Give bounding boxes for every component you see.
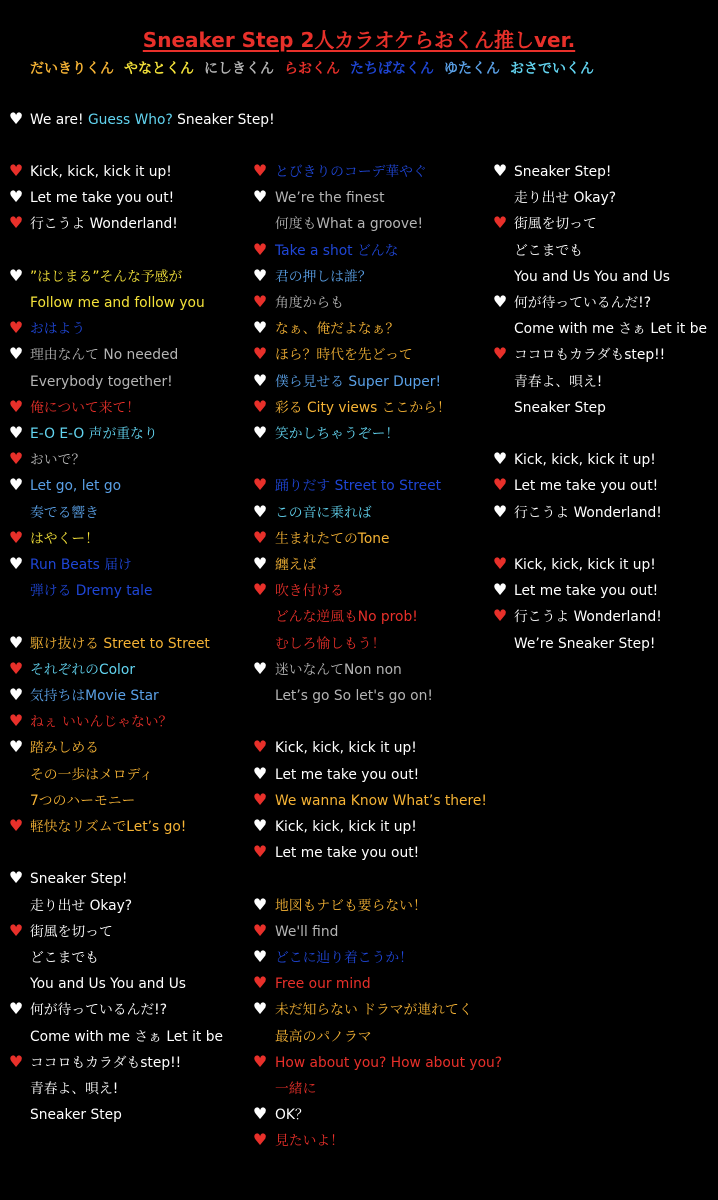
lyric-line bbox=[275, 1077, 316, 1101]
red-heart-icon: ♥ bbox=[8, 528, 24, 547]
lyric-line bbox=[514, 474, 658, 498]
lyric-line bbox=[275, 317, 399, 341]
white-heart-icon: ♥ bbox=[252, 187, 268, 206]
lyric-text: Let me take you out! bbox=[275, 767, 420, 783]
lyric-text: Kick, kick, kick it up! bbox=[514, 452, 656, 468]
lyric-line bbox=[275, 684, 433, 708]
lyric-line bbox=[30, 789, 135, 813]
lyric-line bbox=[275, 422, 399, 446]
lyric-text: 未だ知らない ドラマが連れてく bbox=[275, 1002, 473, 1018]
lyric-line bbox=[275, 1025, 372, 1049]
white-heart-icon: ♥ bbox=[252, 816, 268, 835]
lyric-text: 何が待っているんだ!? bbox=[30, 1002, 168, 1018]
lyric-text: 青春よ、唄え! bbox=[514, 374, 603, 390]
lyric-text: どこに辿り着こうか！ bbox=[275, 950, 413, 966]
lyric-text: We are! bbox=[30, 112, 88, 128]
lyric-text: We’re the finest bbox=[275, 190, 385, 206]
lyric-line bbox=[275, 1051, 502, 1075]
lyric-text: おいで？ bbox=[30, 452, 86, 468]
lyric-line bbox=[30, 527, 99, 551]
lyric-line bbox=[514, 632, 655, 656]
lyric-line bbox=[514, 239, 583, 263]
lyric-text: Free our mind bbox=[275, 976, 371, 992]
lyric-text: 気持ちはMovie Star bbox=[30, 688, 159, 704]
lyric-text: むしろ愉しもう！ bbox=[275, 636, 386, 652]
member-name: らおくん bbox=[284, 61, 340, 77]
lyric-text: Everybody together! bbox=[30, 374, 173, 390]
lyric-line bbox=[275, 789, 487, 813]
lyric-text: Kick, kick, kick it up! bbox=[30, 164, 172, 180]
lyric-line bbox=[275, 396, 451, 420]
lyric-line bbox=[514, 317, 707, 341]
lyric-text: ほら？時代を先どって bbox=[275, 347, 413, 363]
white-heart-icon: ♥ bbox=[252, 266, 268, 285]
lyric-line bbox=[30, 448, 85, 472]
lyric-line bbox=[514, 553, 656, 577]
lyric-line bbox=[275, 632, 385, 656]
red-heart-icon: ♥ bbox=[252, 842, 268, 861]
lyric-line bbox=[30, 396, 140, 420]
lyric-line bbox=[275, 186, 385, 210]
white-heart-icon: ♥ bbox=[8, 187, 24, 206]
lyric-text: 行こうよ Wonderland! bbox=[30, 216, 178, 232]
lyric-text: 駆け抜ける Street to Street bbox=[30, 636, 210, 652]
lyric-text: Follow me and follow you bbox=[30, 295, 205, 311]
white-heart-icon: ♥ bbox=[8, 737, 24, 756]
lyric-line bbox=[514, 160, 611, 184]
lyric-text: ねぇ いいんじゃない？ bbox=[30, 714, 173, 730]
lyric-line bbox=[275, 605, 418, 629]
lyric-line bbox=[30, 710, 172, 734]
lyric-line bbox=[30, 370, 173, 394]
lyric-line bbox=[275, 370, 441, 394]
lyric-line bbox=[30, 632, 210, 656]
lyric-line bbox=[30, 160, 172, 184]
white-heart-icon: ♥ bbox=[252, 895, 268, 914]
lyric-line bbox=[275, 553, 316, 577]
lyric-text: 軽快なリズムでLet’s go! bbox=[30, 819, 187, 835]
lyric-line bbox=[30, 946, 99, 970]
white-heart-icon: ♥ bbox=[252, 947, 268, 966]
white-heart-icon: ♥ bbox=[8, 109, 24, 128]
white-heart-icon: ♥ bbox=[8, 344, 24, 363]
white-heart-icon: ♥ bbox=[492, 161, 508, 180]
red-heart-icon: ♥ bbox=[252, 790, 268, 809]
lyric-text: We’re Sneaker Step! bbox=[514, 636, 656, 652]
lyric-line bbox=[275, 212, 423, 236]
lyric-text: How about you? How about you? bbox=[275, 1055, 503, 1071]
member-name: だいきりくん bbox=[30, 61, 114, 77]
lyric-line bbox=[30, 998, 167, 1022]
lyric-line bbox=[275, 841, 419, 865]
lyric-line bbox=[514, 186, 616, 210]
white-heart-icon: ♥ bbox=[8, 685, 24, 704]
lyric-text: 7つのハーモニー bbox=[30, 793, 136, 809]
lyric-text: 奏でる響き bbox=[30, 505, 99, 521]
lyric-text: 見たいよ！ bbox=[275, 1133, 344, 1149]
lyric-text: 街風を切って bbox=[514, 216, 597, 232]
white-heart-icon: ♥ bbox=[8, 266, 24, 285]
lyric-text: 街風を切って bbox=[30, 924, 113, 940]
lyric-text: はやくー！ bbox=[30, 531, 99, 547]
lyric-line bbox=[30, 186, 174, 210]
lyric-line bbox=[275, 1103, 309, 1127]
white-heart-icon: ♥ bbox=[8, 554, 24, 573]
lyric-text: Come with me さぁ Let it be bbox=[514, 321, 707, 337]
lyric-line bbox=[275, 501, 372, 525]
lyric-line bbox=[30, 658, 135, 682]
lyric-line bbox=[30, 1025, 223, 1049]
lyric-line bbox=[30, 317, 85, 341]
lyric-line bbox=[514, 501, 662, 525]
lyric-line bbox=[275, 998, 473, 1022]
lyric-text: 行こうよ Wonderland! bbox=[514, 609, 662, 625]
lyric-line bbox=[275, 474, 441, 498]
lyric-line bbox=[30, 501, 99, 525]
red-heart-icon: ♥ bbox=[8, 449, 24, 468]
lyric-text: なぁ、俺だよなぁ？ bbox=[275, 321, 400, 337]
lyric-line bbox=[30, 579, 152, 603]
lyric-text: E-O E-O 声が重なり bbox=[30, 426, 158, 442]
lyric-text: Let me take you out! bbox=[514, 583, 659, 599]
red-heart-icon: ♥ bbox=[8, 659, 24, 678]
lyric-text: 彩る City views ここから！ bbox=[275, 400, 451, 416]
lyric-line bbox=[514, 291, 651, 315]
white-heart-icon: ♥ bbox=[252, 423, 268, 442]
lyric-text: You and Us You and Us bbox=[514, 269, 670, 285]
lyric-text: 角度からも bbox=[275, 295, 344, 311]
lyric-text: 迷いなんてNon non bbox=[275, 662, 402, 678]
lyric-line bbox=[30, 108, 275, 132]
lyric-text: ココロもカラダもstep!! bbox=[30, 1055, 182, 1071]
lyric-text: You and Us You and Us bbox=[30, 976, 186, 992]
white-heart-icon: ♥ bbox=[492, 580, 508, 599]
white-heart-icon: ♥ bbox=[492, 502, 508, 521]
lyric-line bbox=[514, 448, 656, 472]
red-heart-icon: ♥ bbox=[8, 816, 24, 835]
lyric-line bbox=[30, 815, 186, 839]
lyric-text: ”はじまる”そんな予感が bbox=[30, 269, 183, 285]
lyric-text: 僕ら見せる Super Duper! bbox=[275, 374, 441, 390]
red-heart-icon: ♥ bbox=[492, 475, 508, 494]
lyric-text: 纏えば bbox=[275, 557, 317, 573]
lyric-line bbox=[30, 553, 132, 577]
white-heart-icon: ♥ bbox=[8, 423, 24, 442]
red-heart-icon: ♥ bbox=[252, 240, 268, 259]
lyric-text: Sneaker Step! bbox=[30, 871, 128, 887]
lyric-text: とびきりのコーデ華やぐ bbox=[275, 164, 427, 180]
page-title: Sneaker Step 2人カラオケらおくん推しver. bbox=[142, 28, 576, 52]
lyric-text: 青春よ、唄え! bbox=[30, 1081, 119, 1097]
red-heart-icon: ♥ bbox=[252, 161, 268, 180]
lyric-line bbox=[30, 1051, 181, 1075]
white-heart-icon: ♥ bbox=[8, 475, 24, 494]
lyric-line bbox=[30, 763, 153, 787]
lyric-line bbox=[275, 291, 344, 315]
lyric-text: 俺について来て！ bbox=[30, 400, 141, 416]
lyric-line bbox=[275, 736, 417, 760]
lyric-text: Let’s go So let's go on! bbox=[275, 688, 433, 704]
lyric-line bbox=[30, 1077, 118, 1101]
lyric-text: Let me take you out! bbox=[30, 190, 175, 206]
lyric-text: 君の押しは誰？ bbox=[275, 269, 372, 285]
lyric-line bbox=[514, 579, 658, 603]
member-name: ゆたくん bbox=[444, 61, 500, 77]
lyric-text: 走り出せ Okay? bbox=[30, 898, 133, 914]
red-heart-icon: ♥ bbox=[8, 213, 24, 232]
white-heart-icon: ♥ bbox=[252, 1104, 268, 1123]
white-heart-icon: ♥ bbox=[252, 659, 268, 678]
lyric-line bbox=[30, 736, 99, 760]
red-heart-icon: ♥ bbox=[252, 580, 268, 599]
lyric-text: Guess Who? bbox=[87, 112, 173, 128]
lyric-line bbox=[514, 370, 602, 394]
lyric-line bbox=[275, 815, 417, 839]
lyric-line bbox=[30, 972, 186, 996]
red-heart-icon: ♥ bbox=[492, 344, 508, 363]
red-heart-icon: ♥ bbox=[8, 1052, 24, 1071]
lyric-line bbox=[275, 527, 390, 551]
lyric-text: この音に乗れば bbox=[275, 505, 372, 521]
white-heart-icon: ♥ bbox=[252, 318, 268, 337]
red-heart-icon: ♥ bbox=[252, 973, 268, 992]
lyric-text: 何度もWhat a groove! bbox=[275, 216, 424, 232]
white-heart-icon: ♥ bbox=[492, 292, 508, 311]
lyric-text: 弾ける Dremy tale bbox=[30, 583, 153, 599]
lyric-text: OK？ bbox=[275, 1107, 309, 1123]
white-heart-icon: ♥ bbox=[8, 868, 24, 887]
lyric-line bbox=[275, 946, 413, 970]
lyric-line bbox=[30, 265, 182, 289]
lyric-text: それぞれのColor bbox=[30, 662, 136, 678]
member-name: おさでいくん bbox=[510, 61, 594, 77]
lyric-text: どこまでも bbox=[514, 243, 583, 259]
white-heart-icon: ♥ bbox=[8, 633, 24, 652]
lyric-line bbox=[30, 291, 205, 315]
lyric-text: どこまでも bbox=[30, 950, 99, 966]
red-heart-icon: ♥ bbox=[8, 318, 24, 337]
lyric-line bbox=[275, 972, 371, 996]
member-color-legend bbox=[30, 58, 604, 78]
red-heart-icon: ♥ bbox=[8, 711, 24, 730]
lyric-text: Run Beats 届け bbox=[30, 557, 132, 573]
lyric-text: 何が待っているんだ!? bbox=[514, 295, 652, 311]
lyric-line bbox=[275, 658, 402, 682]
lyric-text: Sneaker Step bbox=[514, 400, 606, 416]
lyric-text: 吹き付ける bbox=[275, 583, 344, 599]
white-heart-icon: ♥ bbox=[492, 449, 508, 468]
lyric-line bbox=[514, 343, 665, 367]
red-heart-icon: ♥ bbox=[252, 737, 268, 756]
red-heart-icon: ♥ bbox=[252, 1130, 268, 1149]
red-heart-icon: ♥ bbox=[252, 292, 268, 311]
lyric-line bbox=[275, 239, 398, 263]
lyric-text: 最高のパノラマ bbox=[275, 1029, 372, 1045]
lyric-text: Sneaker Step bbox=[30, 1107, 122, 1123]
lyric-text: Come with me さぁ Let it be bbox=[30, 1029, 223, 1045]
lyric-text: その一歩はメロディ bbox=[30, 767, 154, 783]
lyric-line bbox=[30, 1103, 122, 1127]
red-heart-icon: ♥ bbox=[492, 554, 508, 573]
lyric-text: 生まれたてのTone bbox=[275, 531, 390, 547]
lyric-text: Let me take you out! bbox=[275, 845, 420, 861]
white-heart-icon: ♥ bbox=[252, 764, 268, 783]
red-heart-icon: ♥ bbox=[252, 344, 268, 363]
lyric-line bbox=[275, 920, 338, 944]
lyric-line bbox=[30, 212, 178, 236]
lyric-line bbox=[30, 920, 113, 944]
lyric-line bbox=[275, 265, 372, 289]
red-heart-icon: ♥ bbox=[492, 213, 508, 232]
lyric-line bbox=[275, 160, 427, 184]
lyric-text: 走り出せ Okay? bbox=[514, 190, 617, 206]
white-heart-icon: ♥ bbox=[252, 554, 268, 573]
lyric-text: 行こうよ Wonderland! bbox=[514, 505, 662, 521]
lyric-line bbox=[30, 474, 121, 498]
lyric-text: Kick, kick, kick it up! bbox=[275, 740, 417, 756]
lyric-text: 理由なんて No needed bbox=[30, 347, 179, 363]
lyric-text: Let go, let go bbox=[30, 478, 122, 494]
lyric-text: 一緒に bbox=[275, 1081, 317, 1097]
lyric-text: Sneaker Step! bbox=[172, 112, 275, 128]
lyric-text: ココロもカラダもstep!! bbox=[514, 347, 666, 363]
member-name: やなとくん bbox=[124, 61, 194, 77]
lyric-text: Take a shot どんな bbox=[275, 243, 399, 259]
lyric-line bbox=[275, 763, 419, 787]
lyric-line bbox=[275, 343, 413, 367]
red-heart-icon: ♥ bbox=[252, 475, 268, 494]
lyric-line bbox=[514, 265, 670, 289]
lyric-text: 笑かしちゃうぞー！ bbox=[275, 426, 400, 442]
white-heart-icon: ♥ bbox=[252, 502, 268, 521]
lyric-text: Sneaker Step! bbox=[514, 164, 612, 180]
lyric-line bbox=[30, 422, 158, 446]
red-heart-icon: ♥ bbox=[252, 528, 268, 547]
lyric-text: Kick, kick, kick it up! bbox=[275, 819, 417, 835]
white-heart-icon: ♥ bbox=[252, 371, 268, 390]
lyric-text: 踏みしめる bbox=[30, 740, 99, 756]
red-heart-icon: ♥ bbox=[8, 397, 24, 416]
lyric-line bbox=[30, 894, 132, 918]
lyric-line bbox=[275, 894, 427, 918]
lyric-line bbox=[514, 396, 606, 420]
red-heart-icon: ♥ bbox=[252, 921, 268, 940]
lyric-text: Let me take you out! bbox=[514, 478, 659, 494]
red-heart-icon: ♥ bbox=[252, 1052, 268, 1071]
lyric-line bbox=[30, 867, 127, 891]
lyric-line bbox=[514, 212, 597, 236]
member-name: たちばなくん bbox=[350, 61, 434, 77]
lyric-line bbox=[514, 605, 662, 629]
red-heart-icon: ♥ bbox=[252, 397, 268, 416]
lyric-line bbox=[30, 343, 178, 367]
lyric-text: おはよう bbox=[30, 321, 86, 337]
red-heart-icon: ♥ bbox=[8, 161, 24, 180]
lyric-line bbox=[275, 1129, 344, 1153]
red-heart-icon: ♥ bbox=[8, 921, 24, 940]
lyric-line bbox=[30, 684, 159, 708]
white-heart-icon: ♥ bbox=[252, 999, 268, 1018]
member-name: にしきくん bbox=[204, 61, 274, 77]
lyric-text: どんな逆風もNo prob! bbox=[275, 609, 418, 625]
lyric-text: We wanna Know What’s there! bbox=[275, 793, 487, 809]
red-heart-icon: ♥ bbox=[492, 606, 508, 625]
lyric-text: We'll find bbox=[275, 924, 339, 940]
lyric-text: 地図もナビも要らない！ bbox=[275, 898, 427, 914]
lyric-line bbox=[275, 579, 344, 603]
lyric-text: Kick, kick, kick it up! bbox=[514, 557, 656, 573]
lyric-text: 踊りだす Street to Street bbox=[275, 478, 442, 494]
white-heart-icon: ♥ bbox=[8, 999, 24, 1018]
